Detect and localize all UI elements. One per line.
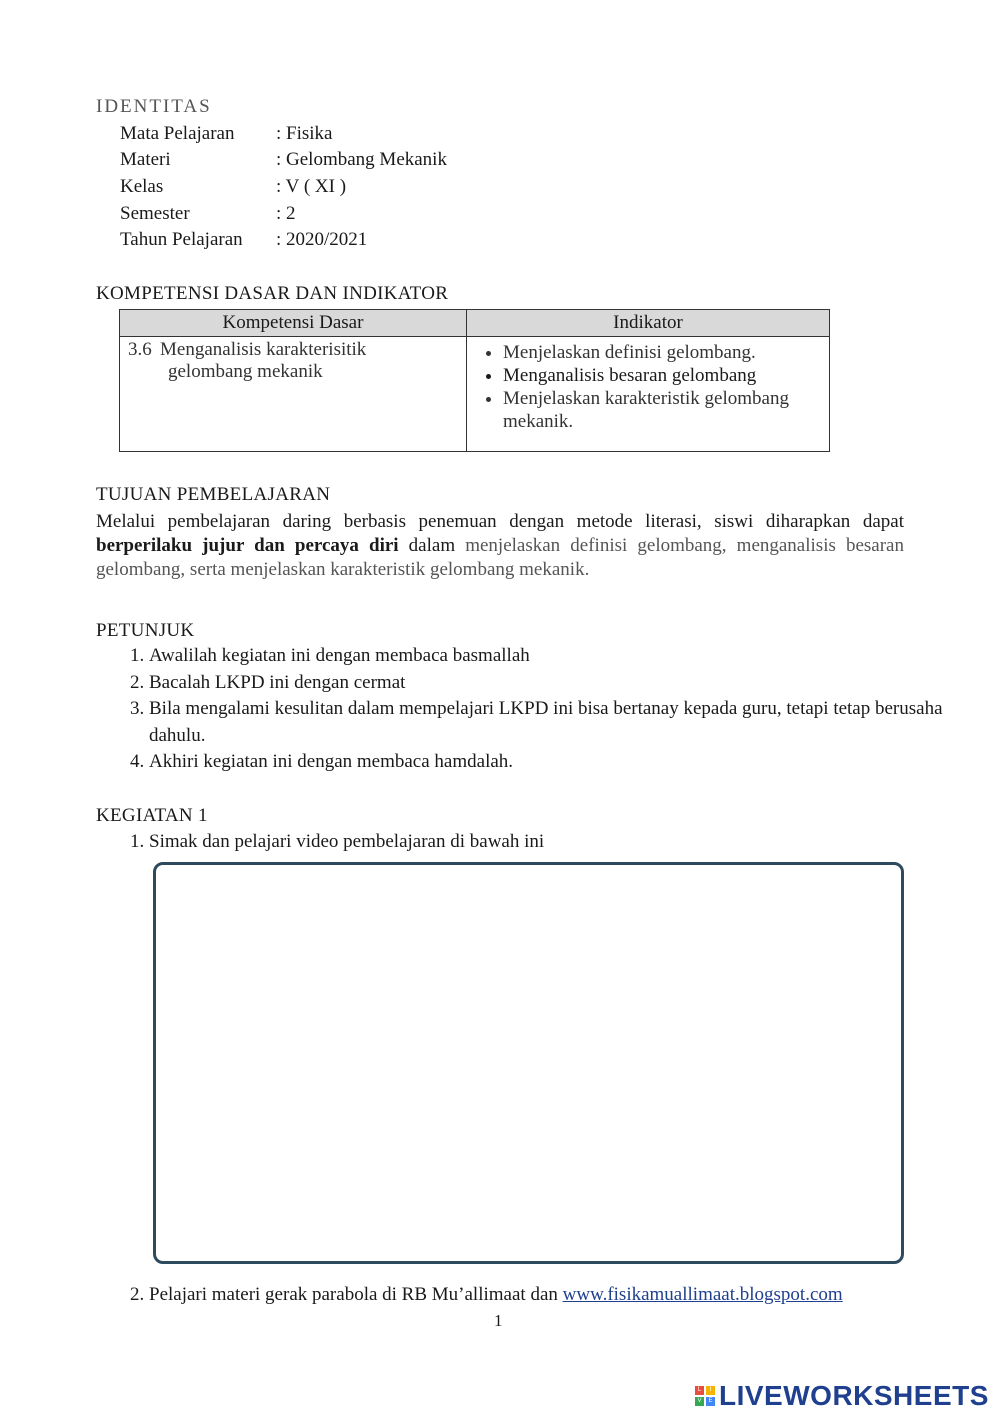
kegiatan-title: KEGIATAN 1 — [96, 805, 208, 826]
tujuan-title: TUJUAN PEMBELAJARAN — [96, 484, 331, 505]
petunjuk-item: 4. Akhiri kegiatan ini dengan membaca hamdalah. — [149, 749, 957, 776]
ident-value: : Gelombang Mekanik — [276, 149, 447, 170]
ident-key: Kelas — [120, 176, 164, 197]
ident-value: : 2 — [276, 203, 296, 224]
kegiatan-item-1: 1. Simak dan pelajari video pembelajaran di bawah ini — [149, 829, 957, 856]
ident-row-materi — [120, 149, 447, 171]
tujuan-text-bold: berperilaku jujur dan percaya diri — [96, 535, 399, 556]
logo-text: LIVEWORKSHEETS — [719, 1380, 989, 1411]
ident-key: Semester — [120, 203, 190, 224]
indikator-cell — [467, 337, 830, 452]
page-number: 1 — [494, 1311, 503, 1330]
ident-row-tahun — [120, 229, 367, 251]
kompetensi-table — [119, 309, 830, 452]
petunjuk-item: 2. Bacalah LKPD ini dengan cermat — [149, 670, 957, 697]
tujuan-paragraph — [96, 510, 904, 582]
ident-key: Materi — [120, 149, 171, 170]
kd-text-line1: Menganalisis karakterisitik — [160, 339, 367, 360]
kd-header: Kompetensi Dasar — [120, 310, 467, 337]
petunjuk-item: 3. Bila mengalami kesulitan dalam mempelajari LKPD ini bisa bertanay kepada guru, tetapi tetap berusaha dahulu. — [149, 696, 957, 749]
petunjuk-list — [96, 643, 957, 776]
logo-block: V — [695, 1397, 704, 1406]
ident-value: : Fisika — [276, 123, 333, 144]
indikator-list — [475, 341, 821, 433]
ident-value: : V ( XI ) — [276, 176, 347, 197]
logo-blocks-icon — [695, 1386, 715, 1406]
petunjuk-item: 1. Awalilah kegiatan ini dengan membaca basmallah — [149, 643, 957, 670]
indikator-item: • Menjelaskan definisi gelombang. — [503, 341, 821, 364]
tujuan-text-soft: menjelaskan definisi gelombang, menganalisis besaran gelombang, serta menjelaskan karakteristik gelombang mekanik. — [96, 535, 904, 580]
logo-block: I — [706, 1386, 715, 1395]
ident-row-mapel — [120, 123, 332, 145]
kegiatan-list-2 — [96, 1282, 957, 1309]
kegiatan-item-2-text: Pelajari materi gerak parabola di RB Mu’allimaat dan — [149, 1284, 563, 1305]
kompetensi-title: KOMPETENSI DASAR DAN INDIKATOR — [96, 283, 449, 304]
logo-block: E — [706, 1397, 715, 1406]
kd-cell — [120, 337, 467, 452]
ident-row-kelas — [120, 176, 346, 198]
indikator-item: • Menjelaskan karakteristik gelombang mekanik. — [503, 387, 821, 433]
ident-row-semester — [120, 203, 296, 225]
liveworksheets-logo — [695, 1380, 989, 1412]
ident-key: Mata Pelajaran — [120, 123, 235, 144]
ident-key: Tahun Pelajaran — [120, 229, 243, 250]
ident-value: : 2020/2021 — [276, 229, 368, 250]
indikator-header: Indikator — [467, 310, 830, 337]
kegiatan-list-1 — [96, 829, 957, 856]
indikator-item: • Menganalisis besaran gelombang — [503, 364, 821, 387]
video-embed-box[interactable] — [153, 862, 904, 1264]
blog-link[interactable]: www.fisikamuallimaat.blogspot.com — [562, 1284, 843, 1305]
petunjuk-title: PETUNJUK — [96, 620, 195, 641]
logo-block: L — [695, 1386, 704, 1395]
identitas-title: IDENTITAS — [96, 96, 212, 117]
kd-text-line2: gelombang mekanik — [168, 361, 323, 382]
tujuan-text-mid: dalam — [398, 535, 466, 556]
kd-number: 3.6 — [128, 339, 152, 360]
kegiatan-item-2 — [149, 1282, 957, 1309]
tujuan-text-pre: Melalui pembelajaran daring berbasis penemuan dengan metode literasi, siswi diharapkan dapat — [96, 511, 904, 532]
